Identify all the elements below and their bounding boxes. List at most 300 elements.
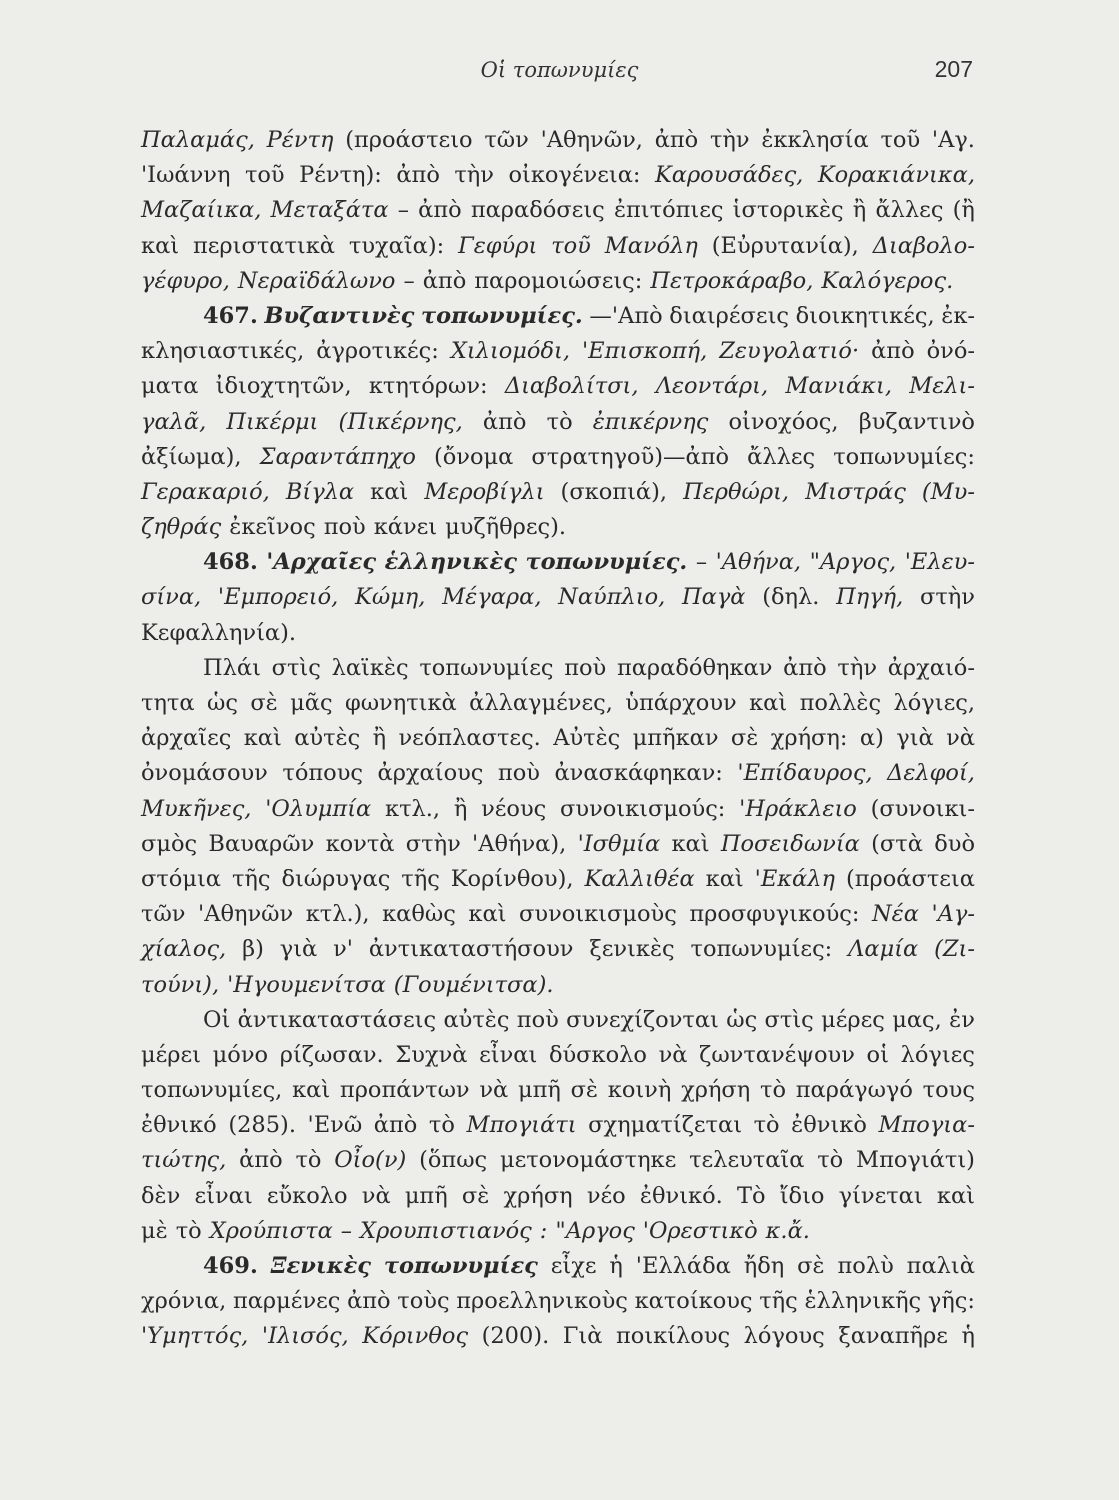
text-word: Μπογιάτι — [466, 1112, 577, 1139]
text-word: ἀρχαιό- — [887, 654, 975, 681]
text-word: ἢ — [453, 795, 468, 822]
section-number: 468. — [203, 549, 258, 576]
text-word: ζωντανέψουν — [699, 1041, 855, 1068]
text-word: ἀγροτικές: — [316, 338, 439, 365]
text-line — [141, 932, 975, 967]
text-word: 'Ελευ- — [904, 549, 975, 576]
text-word: (σκοπιά), — [560, 478, 668, 505]
text-word: Παλαμάς, — [141, 127, 255, 153]
text-word: ἢ — [372, 725, 387, 752]
text-word: τοὺς — [397, 1288, 450, 1315]
text-line — [141, 1038, 975, 1073]
body-text — [141, 123, 975, 1355]
text-line — [141, 475, 975, 510]
text-word: Νέα — [871, 901, 919, 928]
text-word: ἀρχαῖες — [141, 725, 232, 752]
text-word: τοπωνυμίες: — [833, 443, 975, 470]
text-line — [141, 651, 975, 686]
text-word: Μυκῆνες, — [141, 795, 252, 822]
text-word: ἱστορικὲς — [732, 197, 844, 224]
text-word: στόμια — [141, 865, 221, 892]
text-word: συνοικισμούς: — [560, 795, 726, 822]
text-word: (προάστειο — [345, 127, 473, 153]
text-word: διαιρέσεις — [669, 302, 789, 329]
section-heading-word: Ξενικὲς — [270, 1253, 371, 1279]
text-word: γαλᾶ, — [141, 408, 207, 435]
text-word: (Εὐρυτανία), — [711, 232, 859, 259]
text-word: Λεοντάρι, — [655, 373, 769, 400]
text-word: διοικητικές, — [795, 302, 935, 329]
text-word: τους — [922, 1077, 975, 1104]
text-word: (δηλ. — [762, 584, 820, 611]
text-word: (ὅπως — [419, 1147, 488, 1174]
text-word: γίνεται — [838, 1182, 923, 1209]
text-line — [141, 968, 975, 1003]
text-line — [141, 369, 975, 404]
text-word: α) — [859, 725, 884, 752]
text-word: τῆς — [759, 1288, 798, 1315]
text-word: ἀπὸ — [396, 162, 440, 189]
text-word: οἰνοχόος, — [728, 408, 839, 435]
text-word: τῆς — [231, 865, 271, 892]
text-word: τὴν — [709, 127, 750, 153]
text-word: γῆς: — [927, 1288, 975, 1315]
text-line — [141, 264, 975, 299]
text-word: Μαζαίικα, — [141, 197, 262, 224]
text-word: ἐκ- — [941, 302, 975, 329]
text-word: Διαβολο- — [872, 232, 975, 259]
text-word: τιώτης, — [141, 1147, 227, 1174]
text-word: 'Ελλάδα — [635, 1253, 731, 1279]
text-word: ὑπάρχουν — [625, 690, 737, 716]
text-word: προσφυγικούς: — [689, 901, 860, 928]
text-word: Οἶο(ν) — [334, 1147, 407, 1174]
text-word: οἱ — [866, 1041, 889, 1068]
text-line — [141, 792, 975, 827]
text-word: κοινὴ — [607, 1077, 672, 1104]
text-word: 'Ορεστικὸ — [642, 1217, 758, 1244]
text-word: καθὼς — [382, 901, 456, 928]
text-word: "Αργος, — [809, 549, 897, 576]
text-word: τὸ — [760, 1077, 786, 1104]
text-word: τὸ — [428, 1112, 455, 1139]
text-word: χρήση — [681, 1077, 751, 1104]
text-word: Διαβολίτσι, — [504, 373, 639, 400]
text-word: Πετροκάραβο, — [650, 267, 814, 294]
text-word: στὴν — [405, 830, 461, 857]
text-word: ὀνομάσουν — [141, 760, 268, 787]
text-word: ἀπὸ — [654, 127, 699, 153]
text-word: Δελφοί, — [887, 760, 975, 787]
text-line — [141, 1319, 975, 1354]
text-word: καὶ — [671, 830, 710, 857]
text-word: Μανιάκι, — [785, 373, 892, 400]
text-word: κτλ.), — [305, 901, 370, 928]
text-word: – — [403, 267, 415, 294]
text-word: 'Ηγουμενίτσα — [227, 971, 386, 998]
text-word: κλησιαστικές, — [141, 338, 305, 365]
text-word: ἐθνικό. — [639, 1182, 723, 1209]
text-word: μετονομάστηκε — [499, 1147, 677, 1174]
text-word: στρατηγοῦ)—ἀπὸ — [531, 443, 730, 470]
text-word: 'Εμπορειό, — [217, 584, 339, 611]
text-word: Ζευγολατιό· — [719, 338, 860, 365]
text-word: μᾶς — [290, 690, 333, 716]
text-word: τόπους — [282, 760, 363, 787]
text-word: παλιὰ — [906, 1253, 975, 1279]
text-line — [141, 158, 975, 193]
text-word: ἀπὸ — [418, 197, 462, 224]
text-word: Μιστράς — [805, 478, 906, 505]
text-word: τὸ — [295, 1147, 322, 1174]
text-word: σὲ — [250, 690, 278, 716]
text-word: σμὸς — [141, 830, 198, 857]
text-line — [141, 1249, 975, 1284]
text-word: Μπογια- — [878, 1112, 975, 1139]
text-line — [141, 1214, 975, 1249]
text-word: : — [539, 1217, 548, 1244]
text-line — [141, 1143, 975, 1178]
text-word: Γεφύρι — [458, 232, 538, 259]
text-word: Κόρινθος — [362, 1323, 469, 1350]
text-word: τοπωνυμίες: — [690, 936, 833, 963]
text-word: – — [695, 549, 708, 576]
text-word: αὐτὲς — [443, 1006, 510, 1033]
text-word: τὸ — [753, 1112, 780, 1139]
text-word: νεόπλαστες. — [398, 725, 541, 752]
text-word: Μεταξάτα — [270, 197, 389, 224]
text-word: (Πικέρνης, — [338, 408, 463, 435]
page-number: 207 — [934, 56, 973, 82]
text-word: κάνει — [373, 514, 438, 541]
text-word: (ὄνομα — [433, 443, 514, 470]
text-word: 'Αθήνα), — [472, 830, 567, 857]
text-word: Μέγαρα, — [442, 584, 542, 611]
text-word: νέο — [586, 1182, 626, 1209]
text-word: 'Αθηνῶν, — [540, 127, 643, 153]
text-word: γιὰ — [279, 936, 318, 963]
text-word: παραδόθηκαν — [616, 654, 773, 681]
text-word: (ἢ — [952, 197, 975, 224]
text-word: μυζῆθρες). — [445, 514, 567, 541]
text-word: – — [397, 197, 409, 224]
text-word: 'Ολυμπία — [265, 795, 372, 822]
text-word: 'Αγ. — [931, 127, 975, 153]
text-word: νὰ — [361, 1182, 391, 1209]
text-word: (συνοικι- — [870, 795, 975, 822]
text-word: κοντὰ — [325, 830, 395, 857]
text-word: μέρες — [821, 1006, 885, 1033]
text-word: ποὺ — [564, 654, 607, 681]
text-word: καὶ — [141, 232, 180, 259]
text-word: (Γουμένιτσα). — [393, 971, 554, 998]
text-word: τοπωνυμίες, — [141, 1077, 283, 1104]
text-word: ρίζωσαν. — [279, 1041, 384, 1068]
text-word: ποὺ — [516, 1006, 559, 1033]
text-word: —'Απὸ — [589, 302, 663, 329]
text-word: εἶναι — [479, 1041, 538, 1068]
text-word: (200). — [481, 1323, 550, 1350]
text-word: ἀντικαταστήσουν — [368, 936, 574, 963]
text-word: λόγιες — [900, 1041, 975, 1068]
text-word: ἰδιοχτητῶν, — [215, 373, 352, 400]
section-heading-word: τοπωνυμίες — [383, 1253, 538, 1279]
text-line — [141, 580, 975, 615]
section-heading-word: ἑλληνικὲς — [384, 549, 517, 576]
text-word: Γερακαριό, — [141, 478, 270, 505]
text-word: 'Επίδαυρος, — [737, 760, 873, 787]
text-word: Σαραντάπηχο — [259, 443, 416, 470]
text-word: Ποσειδωνία — [720, 830, 860, 857]
text-word: ἀπὸ — [373, 1112, 418, 1139]
text-word: τούνι), — [141, 971, 220, 998]
text-word: Συχνὰ — [395, 1041, 468, 1068]
text-word: ἀπὸ — [871, 338, 915, 365]
text-word: καὶ — [370, 478, 409, 505]
text-word: μας, — [892, 1006, 942, 1033]
text-line — [141, 440, 975, 475]
text-word: σχηματίζεται — [588, 1112, 743, 1139]
text-word: εὔκολο — [266, 1182, 348, 1209]
text-word: ἀπὸ — [347, 1288, 391, 1315]
text-word: ἤδη — [743, 1253, 785, 1279]
text-word: εἶναι — [194, 1182, 253, 1209]
text-word: Ρέντη — [266, 127, 334, 153]
text-word: καὶ — [705, 865, 744, 892]
text-word: ἡ — [609, 1253, 623, 1279]
text-word: 'Αγ- — [931, 901, 975, 928]
text-word: κτητόρων: — [368, 373, 488, 400]
text-word: Κώμη, — [355, 584, 426, 611]
text-word: παράγωγό — [795, 1077, 913, 1104]
text-word: μπῆ — [517, 1077, 561, 1104]
text-word: Χρουπιστιανός — [360, 1217, 532, 1244]
text-word: στὶς — [271, 654, 321, 681]
text-line — [141, 545, 975, 580]
text-line — [141, 1284, 975, 1319]
text-word: τῆς — [401, 865, 440, 892]
text-word: Τὸ — [736, 1182, 766, 1209]
text-word: γέφυρο, — [141, 267, 230, 294]
text-word: ἀπὸ — [239, 1147, 283, 1174]
text-word: 'Υμηττός, — [141, 1323, 249, 1350]
text-word: ἐκκλησία — [761, 127, 869, 153]
text-word: ξενικὲς — [589, 936, 675, 963]
text-line — [141, 897, 975, 932]
text-word: (Μυ- — [921, 478, 975, 505]
text-word: ἐπιτόπιες — [613, 197, 724, 224]
text-word: Περθώρι, — [683, 478, 790, 505]
text-word: δὲν — [141, 1182, 181, 1209]
text-word: Χρούπιστα — [209, 1217, 333, 1244]
text-word: Πικέρμι — [226, 408, 319, 435]
text-word: ξαναπῆρε — [838, 1323, 948, 1350]
text-word: σὲ — [461, 1182, 490, 1209]
text-line — [141, 229, 975, 264]
text-word: κτλ., — [385, 795, 441, 822]
text-word: σίνα, — [141, 584, 202, 611]
text-word: φωνητικὰ — [344, 690, 457, 716]
text-word: ὡς — [206, 690, 238, 716]
text-word: δυὸ — [934, 830, 975, 857]
text-word: Βαυαρῶν — [208, 830, 315, 857]
text-word: Καλόγερος. — [821, 267, 954, 294]
text-word: ἀπὸ — [482, 408, 527, 435]
text-line — [141, 686, 975, 721]
text-word: τοῦ — [551, 232, 591, 259]
text-word: τῶν — [141, 901, 186, 928]
text-word: Χιλιομόδι, — [450, 338, 571, 365]
text-word: ἀπὸ — [783, 654, 827, 681]
text-word: ἐθνικό — [141, 1112, 217, 1139]
text-word: ἄλλες — [747, 443, 816, 470]
text-word: σὲ — [570, 1077, 599, 1104]
text-word: τὸ — [546, 408, 573, 435]
text-line — [141, 510, 975, 545]
text-line — [141, 616, 975, 651]
text-word: σὲ — [730, 725, 759, 752]
text-word: προπάντων — [339, 1077, 470, 1104]
text-word: σὲ — [797, 1253, 825, 1279]
text-word: ἑλληνικῆς — [804, 1288, 922, 1315]
text-word: ἐθνικὸ — [791, 1112, 867, 1139]
text-word: τελευταῖα — [689, 1147, 805, 1174]
text-word: χίαλος, — [141, 936, 227, 963]
text-word: τῶν — [484, 127, 529, 153]
text-word: κατοίκους — [634, 1288, 753, 1315]
text-word: πολὺ — [837, 1253, 894, 1279]
text-word: περιστατικὰ — [192, 232, 335, 259]
section-heading-word: Βυζαντινὲς — [264, 302, 415, 329]
text-word: τυχαῖα): — [348, 232, 445, 259]
text-word: μπῆκαν — [632, 725, 719, 752]
text-word: (Ζι- — [934, 936, 975, 963]
text-word: οἰκογένεια: — [508, 162, 641, 189]
text-word: Μεροβίγλι — [424, 478, 545, 505]
text-word: ἀξίωμα), — [141, 443, 242, 470]
text-word: ἄλλες — [875, 197, 944, 224]
text-word: νὰ — [946, 725, 975, 752]
text-word: μπῆ — [404, 1182, 448, 1209]
text-word: 'Ισθμία — [577, 830, 661, 857]
text-word: (στὰ — [871, 830, 923, 857]
text-line — [141, 721, 975, 756]
text-line — [141, 334, 975, 369]
text-word: Μπογιάτι) — [856, 1147, 975, 1174]
text-word: τὸ — [817, 1147, 844, 1174]
text-word: συνεχίζονται — [566, 1006, 719, 1033]
text-word: 'Αθήνα, — [715, 549, 802, 576]
text-word: μὲ — [141, 1217, 168, 1244]
text-word: ἐκεῖνος — [229, 514, 316, 541]
text-line — [141, 299, 975, 334]
text-word: δύσκολο — [548, 1041, 647, 1068]
text-word: πολλὲς — [799, 690, 882, 716]
text-word: Μελι- — [909, 373, 975, 400]
text-word: λόγιες, — [893, 690, 975, 716]
text-word: 'Εκάλη — [754, 865, 835, 892]
text-word: μόνο — [212, 1041, 269, 1068]
text-word: τὴν — [454, 162, 494, 189]
text-word: Λαμία — [848, 936, 919, 963]
text-word: ἀπὸ — [422, 267, 467, 294]
text-line — [141, 1003, 975, 1038]
text-word: βυζαντινὸ — [858, 408, 975, 435]
text-word: Ρέντη): — [299, 162, 382, 189]
text-word: ἢ — [852, 197, 867, 224]
text-word: 'Ιλισός, — [261, 1323, 349, 1350]
text-word: ἐν — [949, 1006, 975, 1033]
text-word: νέους — [481, 795, 547, 822]
text-word: καὶ — [749, 690, 788, 716]
text-word: 'Επισκοπή, — [582, 338, 708, 365]
text-word: ἀλλαγμένες, — [469, 690, 613, 716]
text-word: λαϊκὲς — [331, 654, 409, 681]
text-word: προελληνικοὺς — [456, 1288, 628, 1315]
text-word: παρμένες — [232, 1288, 341, 1315]
text-word: Παγὰ — [682, 584, 746, 611]
text-word: (προάστεια — [845, 865, 975, 892]
text-word: νὰ — [479, 1077, 509, 1104]
text-word: 'Αθηνῶν — [198, 901, 294, 928]
text-word: Καλλιθέα — [584, 865, 695, 892]
text-word: ἀνασκάφηκαν: — [554, 760, 723, 787]
text-word: τὴν — [837, 654, 877, 681]
text-word: (285). — [228, 1112, 296, 1139]
text-word: Νεραϊδάλωνο — [237, 267, 396, 294]
text-word: Πλάι — [203, 654, 261, 681]
text-word: 'Ιωάννη — [141, 162, 231, 189]
text-word: "Αργος — [555, 1217, 635, 1244]
text-word: παραδόσεις — [470, 197, 605, 224]
text-word: ποὺ — [323, 514, 366, 541]
text-word: συνοικισμοὺς — [519, 901, 677, 928]
text-word: τοῦ — [880, 127, 921, 153]
text-word: Μανόλη — [604, 232, 698, 259]
text-word: Βίγλα — [285, 478, 355, 505]
text-word: κ.ἄ. — [765, 1217, 810, 1244]
text-word: χρήση — [503, 1182, 573, 1209]
text-word: β) — [242, 936, 264, 963]
text-line — [141, 405, 975, 440]
text-word: καὶ — [936, 1182, 975, 1209]
text-word: καὶ — [292, 1077, 331, 1104]
text-word: Κορακιάνικα, — [817, 162, 975, 189]
text-word: ματα — [141, 373, 199, 400]
text-word: τὸ — [175, 1217, 202, 1244]
text-word: ὀνό- — [926, 338, 975, 365]
text-word: διώρυγας — [281, 865, 391, 892]
text-word: Κορίνθου), — [450, 865, 574, 892]
text-word: Πηγή, — [836, 584, 904, 611]
text-line — [141, 756, 975, 791]
text-word: χρόνια, — [141, 1288, 227, 1315]
text-word: μέρει — [141, 1041, 201, 1068]
text-word: ἐπικέρνης — [592, 408, 709, 435]
text-word: λόγους — [743, 1323, 825, 1350]
section-number: 469. — [203, 1253, 258, 1279]
text-word: ποὺ — [497, 760, 540, 787]
text-word: αὐτὲς — [294, 725, 361, 752]
text-line — [141, 862, 975, 897]
running-title: Οἱ τοπωνυμίες — [480, 58, 639, 82]
text-word: ζηθράς — [141, 514, 222, 541]
text-word: Καρουσάδες, — [654, 162, 804, 189]
text-word: ἡ — [961, 1323, 975, 1350]
text-line — [141, 827, 975, 862]
text-word: – — [340, 1217, 353, 1244]
text-word: στὶς — [764, 1006, 814, 1033]
